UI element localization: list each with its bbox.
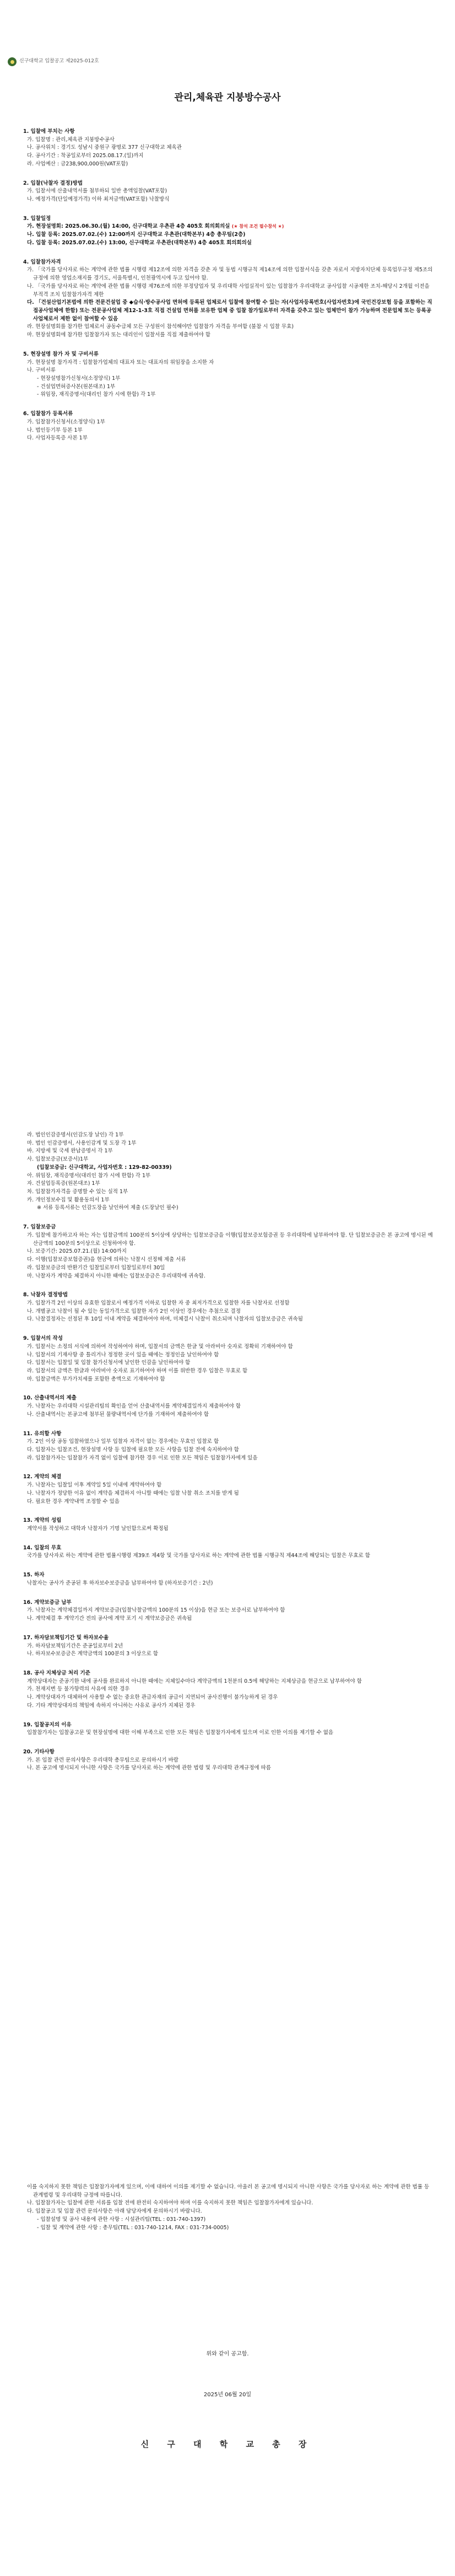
section-heading: 13. 계약의 성립: [23, 1517, 62, 1524]
section-line: 국가를 당사자로 하는 계약에 관한 법률시행령 제39조 제4항 및 국가를 당사자로 하는 계약에 관한 법률 시행규칙 제44조에 해당되는 입찰은 무효로 함: [27, 1553, 370, 1559]
section-line: 다. 공사기간 : 착공일로부터 2025.08.17.(일)까지: [27, 153, 144, 159]
section-12: [23, 1473, 435, 1506]
section-line: 계약서를 작성하고 대학과 낙찰자가 기명 날인함으로써 확정됨: [27, 1526, 169, 1532]
section-line: 가. 낙찰자는 계약체결일까지 계약보증금(입찰낙찰금액의 100분의 15 이상)을 현금 또는 보증서로 납부하여야 함: [27, 1607, 285, 1614]
section-7: [23, 1223, 435, 1280]
section-subline: - 위임장, 재직증명서(대리인 참가 시에 한함) 각 1부: [37, 391, 156, 398]
section-line: 계약상대자는 준공기한 내에 공사를 완료하지 아니한 때에는 지체일수마다 계약금액의 1천분의 0.5에 해당하는 지체상금을 현금으로 납부하여야 함: [27, 1678, 362, 1684]
contact-line: - 입찰 및 계약에 관한 사항 : 총무팀(TEL : 031-740-1214, FAX : 031-734-0005): [37, 2224, 229, 2231]
section-14: [23, 1544, 435, 1560]
section-6-continued: [23, 1131, 435, 1212]
section-8: [23, 1291, 435, 1324]
section-line: 낙찰자는 공사가 준공된 후 하자보수보증금을 납부하여야 함 (하자보증기간 : 2년): [27, 1580, 213, 1586]
section-line: 입찰참가자는 입찰공고문 및 현장설명에 대한 이해 부족으로 인한 모든 책임은 입찰참가자에게 있으며 이로 인한 이의를 제기할 수 없음: [27, 1730, 334, 1736]
section-line: 라. 법인인감증명서(인감도장 날인) 각 1부: [27, 1132, 124, 1138]
section-line: 가. 하자담보책임기간은 준공일로부터 2년: [27, 1643, 123, 1649]
section-10: [23, 1394, 435, 1419]
section-line: 라. 사업예산 : 금238,900,000원(VAT포함): [27, 160, 128, 167]
section-line: 다. 낙찰결정자는 선정된 후 10일 이내 계약을 체결하여야 하며, 미체결시 낙찰이 취소되며 낙찰자의 입찰보증금은 귀속됨: [27, 1316, 303, 1323]
section-heading: 12. 계약의 체결: [23, 1474, 62, 1480]
section-heading: 7. 입찰보증금: [23, 1224, 56, 1231]
section-line: 가. 2인 이상 공동 입찰하였으나 일부 입찰자 자격이 없는 경우에는 무효인 입찰로 함: [27, 1439, 219, 1445]
section-1: [23, 128, 435, 169]
section-line: 가. 낙찰자는 우리대학 시설관리팀의 확인을 얻어 산출내역서를 계약체결일까지 제출하여야 함: [27, 1403, 241, 1410]
section-line: 바. 지방세 및 국세 완납증명서 각 1부: [27, 1148, 113, 1155]
section-heading: 17. 하자담보책임기간 및 하자보수율: [23, 1634, 109, 1641]
section-4: [23, 259, 435, 340]
section-heading: 4. 입찰참가자격: [23, 259, 61, 265]
section-heading: 11. 유의할 사항: [23, 1430, 62, 1437]
section-6: [23, 410, 435, 443]
page-title: 관리,체육관 지붕방수공사: [174, 92, 281, 103]
issuer-signature: 신 구 대 학 교 총 장: [140, 2439, 315, 2449]
section-line: 나. 보증기간: 2025.07.21.(월) 14:00까지: [27, 1248, 127, 1255]
section-line: 라. 입찰서의 금액은 한글과 아라비아 숫자로 표기하여야 하며 이를 위반한 경우 입찰은 무효로 함: [27, 1367, 248, 1374]
section-line: 다. 이행(입찰보증보험증권)을 현금에 의하는 낙찰시 선정해 제출 서류: [27, 1257, 186, 1263]
section-line: 가. 입찰서에 산출내역서를 첨부하되 일반 총액입찰(VAT포함): [27, 188, 167, 195]
section-line: 차. 입찰참가자격을 증명할 수 있는 실적 1부: [27, 1189, 128, 1195]
section-line: 다. 필요한 경우 계약내역 조정할 수 있음: [27, 1498, 120, 1505]
section-3: [23, 215, 435, 248]
section-line: 라. 현장설명회를 참가한 업체로서 공동수급체 모든 구성원이 참석해야만 입찰참가 자격을 부여함 (불참 시 입찰 무효): [27, 324, 294, 330]
section-heading: 3. 입찰일정: [23, 215, 51, 222]
section-heading: 14. 입찰의 무효: [23, 1544, 62, 1551]
section-line: 다. 입찰서는 입찰일 및 입찰 참가신청서에 날인한 인감을 날인하여야 함: [27, 1360, 191, 1366]
notice-body-part3: [23, 2183, 435, 2232]
section-line: 가. 입찰에 참가하고자 하는 자는 입찰금액의 100분의 5이상에 상당하는 입찰보증금을 이행(입찰보증보험증권 등 우리대학에 납부하여야 함. 단 입찰보증금은 본 공고에 명시된 예산금액의 100분의 5이상으로 신청하여야 함.: [27, 1232, 433, 1247]
section-line: 아. 위임장, 재직증명서(대리인 참가 시에 한함) 각 1부: [27, 1172, 151, 1179]
section-heading: 2. 입찰(낙찰자 결정)방법: [23, 180, 83, 186]
section-heading: 18. 공사 지체상금 처리 기준: [23, 1670, 90, 1676]
schedule-briefing-text: 가. 현장설명회: 2025.06.30.(월) 14:00, 신구대학교 우촌관 4층 405호 회의회의실: [27, 223, 230, 230]
section-line: 마. 입찰금액은 부가가치세를 포함한 총액으로 기재하여야 함: [27, 1376, 165, 1382]
section-line: 마. 법인 인감증명서, 사용인감계 및 도장 각 1부: [27, 1140, 137, 1146]
section-line: 자. 건설업등록증(원본대조) 1부: [27, 1180, 100, 1187]
section-line: 나. 입찰서의 기재사항 중 틀리거나 정정한 곳이 있을 때에는 정정인을 날인하여야 함: [27, 1351, 219, 1358]
section-18: [23, 1670, 435, 1710]
header-logo: [8, 57, 99, 66]
section-line: 가. 입찰참가신청서(소정양식) 1부: [27, 418, 105, 425]
section-line: 다. 입찰자는 입찰조건, 현장설명 사항 등 입찰에 필요한 모든 사항을 입찰 전에 숙지하여야 함: [27, 1447, 239, 1453]
section-heading: 16. 계약보증금 납부: [23, 1599, 72, 1606]
notice-date: 2025년 06월 20일: [203, 2392, 252, 2398]
section-line: 가. 현장설명 참가자격 : 입찰참가업체의 대표자 또는 대표자의 위임장을 소지한 자: [27, 359, 214, 366]
section-2: [23, 180, 435, 204]
section-line: 다. 「건설산업기본법에 의한 전문건설업 중 ◆습식·방수공사업 면허에 등록된 업체로서 입찰에 참여할 수 있는 자(사업자등록번호(사업자번호)에 국민건강보험 등을 포함하는 직접공사업체에 한함) 또는 전문공사업체 제12-1-3호 직접 건설업 면허를 보유한 업체 중 입찰 참가일로부터 자격을 갖추고 있는 업체만이 참가 가능하며 전문업체 또는 등록공사업체로서 제한 없이 참여할 수 있음: [27, 299, 432, 322]
section-heading: 8. 낙찰자 결정방법: [23, 1292, 68, 1298]
section-line: 마. 현장설명회에 참가한 입찰참가자 또는 대리인이 입찰서를 직접 제출하여야 함: [27, 332, 211, 339]
section-line: 나. 하자보수보증금은 계약금액의 100분의 3 이상으로 함: [27, 1651, 159, 1657]
section-line: 나. 개별공고 낙찰이 될 수 있는 동일가격으로 입찰한 자가 2인 이상인 경우에는 추첨으로 결정: [27, 1308, 241, 1314]
section-11: [23, 1430, 435, 1463]
notice-body-part1: [23, 128, 435, 443]
section-line: 가. 입찰가격 2인 이상의 유효한 입찰로서 예정가격 이하로 입찰한 자 중 최저가격으로 입찰한 자를 낙찰자로 선정함: [27, 1300, 290, 1306]
section-19: [23, 1721, 435, 1737]
closing-paragraph: 다. 입찰공고 및 입찰 관련 문의사항은 아래 담당자에게 문의하시기 바랍니다.: [27, 2208, 202, 2215]
section-subline: - 현장설명참가신청서(소정양식) 1부: [37, 375, 121, 382]
university-logo-icon: [8, 57, 17, 66]
section-line: 카. 개인정보수집 및 활용동의서 1부: [27, 1196, 110, 1203]
section-line: 다. 사업자등록증 사본 1부: [27, 435, 88, 442]
section-heading: 6. 입찰참가 등록서류: [23, 411, 73, 417]
contact-line: - 입찰설명 및 공사 내용에 관한 사항 : 시설관리팀(TEL : 031-740-1397): [37, 2216, 206, 2223]
section-line: 나. 낙찰자가 정당한 이유 없이 계약을 체결하지 아니할 때에는 입찰 낙찰 취소 조치를 받게 됨: [27, 1490, 239, 1496]
section-heading: 1. 입찰에 부치는 사항: [23, 128, 75, 135]
section-heading: 9. 입찰서의 작성: [23, 1335, 63, 1342]
section-line: 나. 법인등기부 등본 1부: [27, 427, 83, 433]
section-line: 나. 구비서류: [27, 367, 56, 374]
section-line: 나. 계약상대자가 대체하여 사용할 수 없는 중요한 관급자재의 공급이 지연되어 공사진행이 불가능하게 된 경우: [27, 1694, 278, 1701]
section-20: [23, 1748, 435, 1773]
section-heading: 19. 입찰공지의 이유: [23, 1721, 72, 1728]
section-line: 마. 낙찰자가 계약을 체결하지 아니한 때에는 입찰보증금은 우리대학에 귀속함.: [27, 1273, 205, 1279]
section-line: 나. 「국가를 당사자로 하는 계약에 관한 법률 시행령 제76조에 의한 부정당업자 및 우리대학 사업실적이 있는 입찰참가 우리대학교 공사입찰 시공제한 조치-해당시 2개월 이전을 부적격 조치 입찰참가자격 제한: [27, 283, 430, 298]
section-9: [23, 1335, 435, 1383]
seal-note: ※ 서류 등록서류는 인감도장을 날인하여 제출 (도장날인 필수): [37, 1205, 178, 1211]
section-line: 나. 공사위치 : 경기도 성남시 중원구 광명로 377 신구대학교 체육관: [27, 144, 182, 151]
section-line: 나. 계약체결 후 계약기간 전의 공사에 계약 포기 시 계약보증금은 귀속됨: [27, 1616, 192, 1622]
section-line: 나. 산출내역서는 본공고에 첨부된 물량내역서에 단가를 기재하여 제출하여야 함: [27, 1411, 209, 1418]
notice-number: 신구대학교 입찰공고 제2025-012호: [19, 58, 99, 65]
section-line: 사. 입찰보증금(보증서)1부: [27, 1156, 89, 1163]
section-line: 가. 낙찰자는 입찰일 이후 계약일 5일 이내에 계약하여야 함: [27, 1482, 162, 1489]
section-subline: - 건설업면허증사본(원본대조) 1부: [37, 383, 116, 390]
schedule-registration: 나. 입찰 등록: 2025.07.02.(수) 12:00까지 신구대학교 우촌관(대학본부) 4층 총무팀(2층): [27, 232, 246, 238]
schedule-bidding: 다. 입찰 등록: 2025.07.02.(수) 13:00, 신구대학교 우촌관(대학본부) 4층 405호 회의회의실: [27, 239, 252, 246]
schedule-briefing: [23, 223, 435, 231]
closing-statement: 위와 같이 공고함.: [206, 2351, 249, 2357]
deposit-account-note: (입찰보증금: 신구대학교, 사업자번호 : 129-82-00339): [37, 1164, 172, 1171]
section-line: 나. 본 공고에 명시되지 아니한 사항은 국가를 당사자로 하는 계약에 관한 법령 및 우리대학 관계규정에 따름: [27, 1765, 271, 1772]
closing-paragraph: 나. 입찰참가자는 입찰에 관한 서류를 입찰 전에 완전히 숙지하여야 하며 이를 숙지하지 못한 책임은 입찰참가자에게 있습니다.: [27, 2200, 313, 2207]
section-line: 라. 입찰참가자는 입찰참가 자격 없이 입찰에 참가한 경우 이로 인한 모든 책임은 입찰참가자에게 있음: [27, 1455, 258, 1461]
section-13: [23, 1517, 435, 1533]
section-16: [23, 1599, 435, 1623]
section-5: [23, 351, 435, 399]
section-line: 가. 천재지변 등 불가항력의 사유에 의한 경우: [27, 1686, 130, 1693]
section-line: 가. 입찰명 : 관리,체육관 지붕방수공사: [27, 136, 115, 143]
section-heading: 15. 하자: [23, 1572, 45, 1579]
section-line: 가. 입찰서는 소정의 서식에 의하여 작성하여야 하며, 입찰서의 금액은 한글 및 아라비아 숫자로 정확히 기재하여야 함: [27, 1343, 293, 1350]
section-line: 가. 「국가를 당사자로 하는 계약에 관한 법률 시행령 제12조에 의한 자격을 갖춘 자 및 동법 시행규칙 제14조에 의한 입찰서식을 갖춘 자로서 지방자치단체 등록업무규정 제5조의 규정에 의한 영업소재지를 경기도, 서울특별시, 인천광역시에 두고 있어야 함.: [27, 267, 433, 282]
section-15: [23, 1571, 435, 1587]
section-heading: 20. 기타사항: [23, 1748, 55, 1755]
section-line: 다. 기타 계약상대자의 책임에 속하지 아니하는 사유로 공사가 지체된 경우: [27, 1702, 196, 1709]
section-line: 라. 입찰보증금의 반환기간 입찰일로부터 입찰일로부터 30일: [27, 1264, 165, 1271]
section-line: 가. 본 입찰 관련 문의사항은 우리대학 총무팀으로 문의하시기 바람: [27, 1757, 178, 1763]
mandatory-note: (★ 참석 조건 필수참석 ★): [231, 224, 284, 229]
section-heading: 10. 산출내역서의 제출: [23, 1395, 77, 1402]
section-line: 나. 예정가격(단일예정가격) 이하 최저금액(VAT포함) 낙찰방식: [27, 196, 170, 203]
notice-body-part2: [23, 1131, 435, 1773]
closing-paragraph: 이를 숙지하지 못한 책임은 입찰참가자에게 있으며, 이에 대하여 이의를 제기할 수 없습니다. 아울러 본 공고에 명시되지 아니한 사항은 국가를 당사자로 하는 계약에 관한 법률 등 관계법령 및 우리대학 규정에 따릅니다.: [27, 2184, 430, 2198]
section-heading: 5. 현장설명 참가 자 및 구비서류: [23, 351, 99, 357]
section-17: [23, 1634, 435, 1659]
